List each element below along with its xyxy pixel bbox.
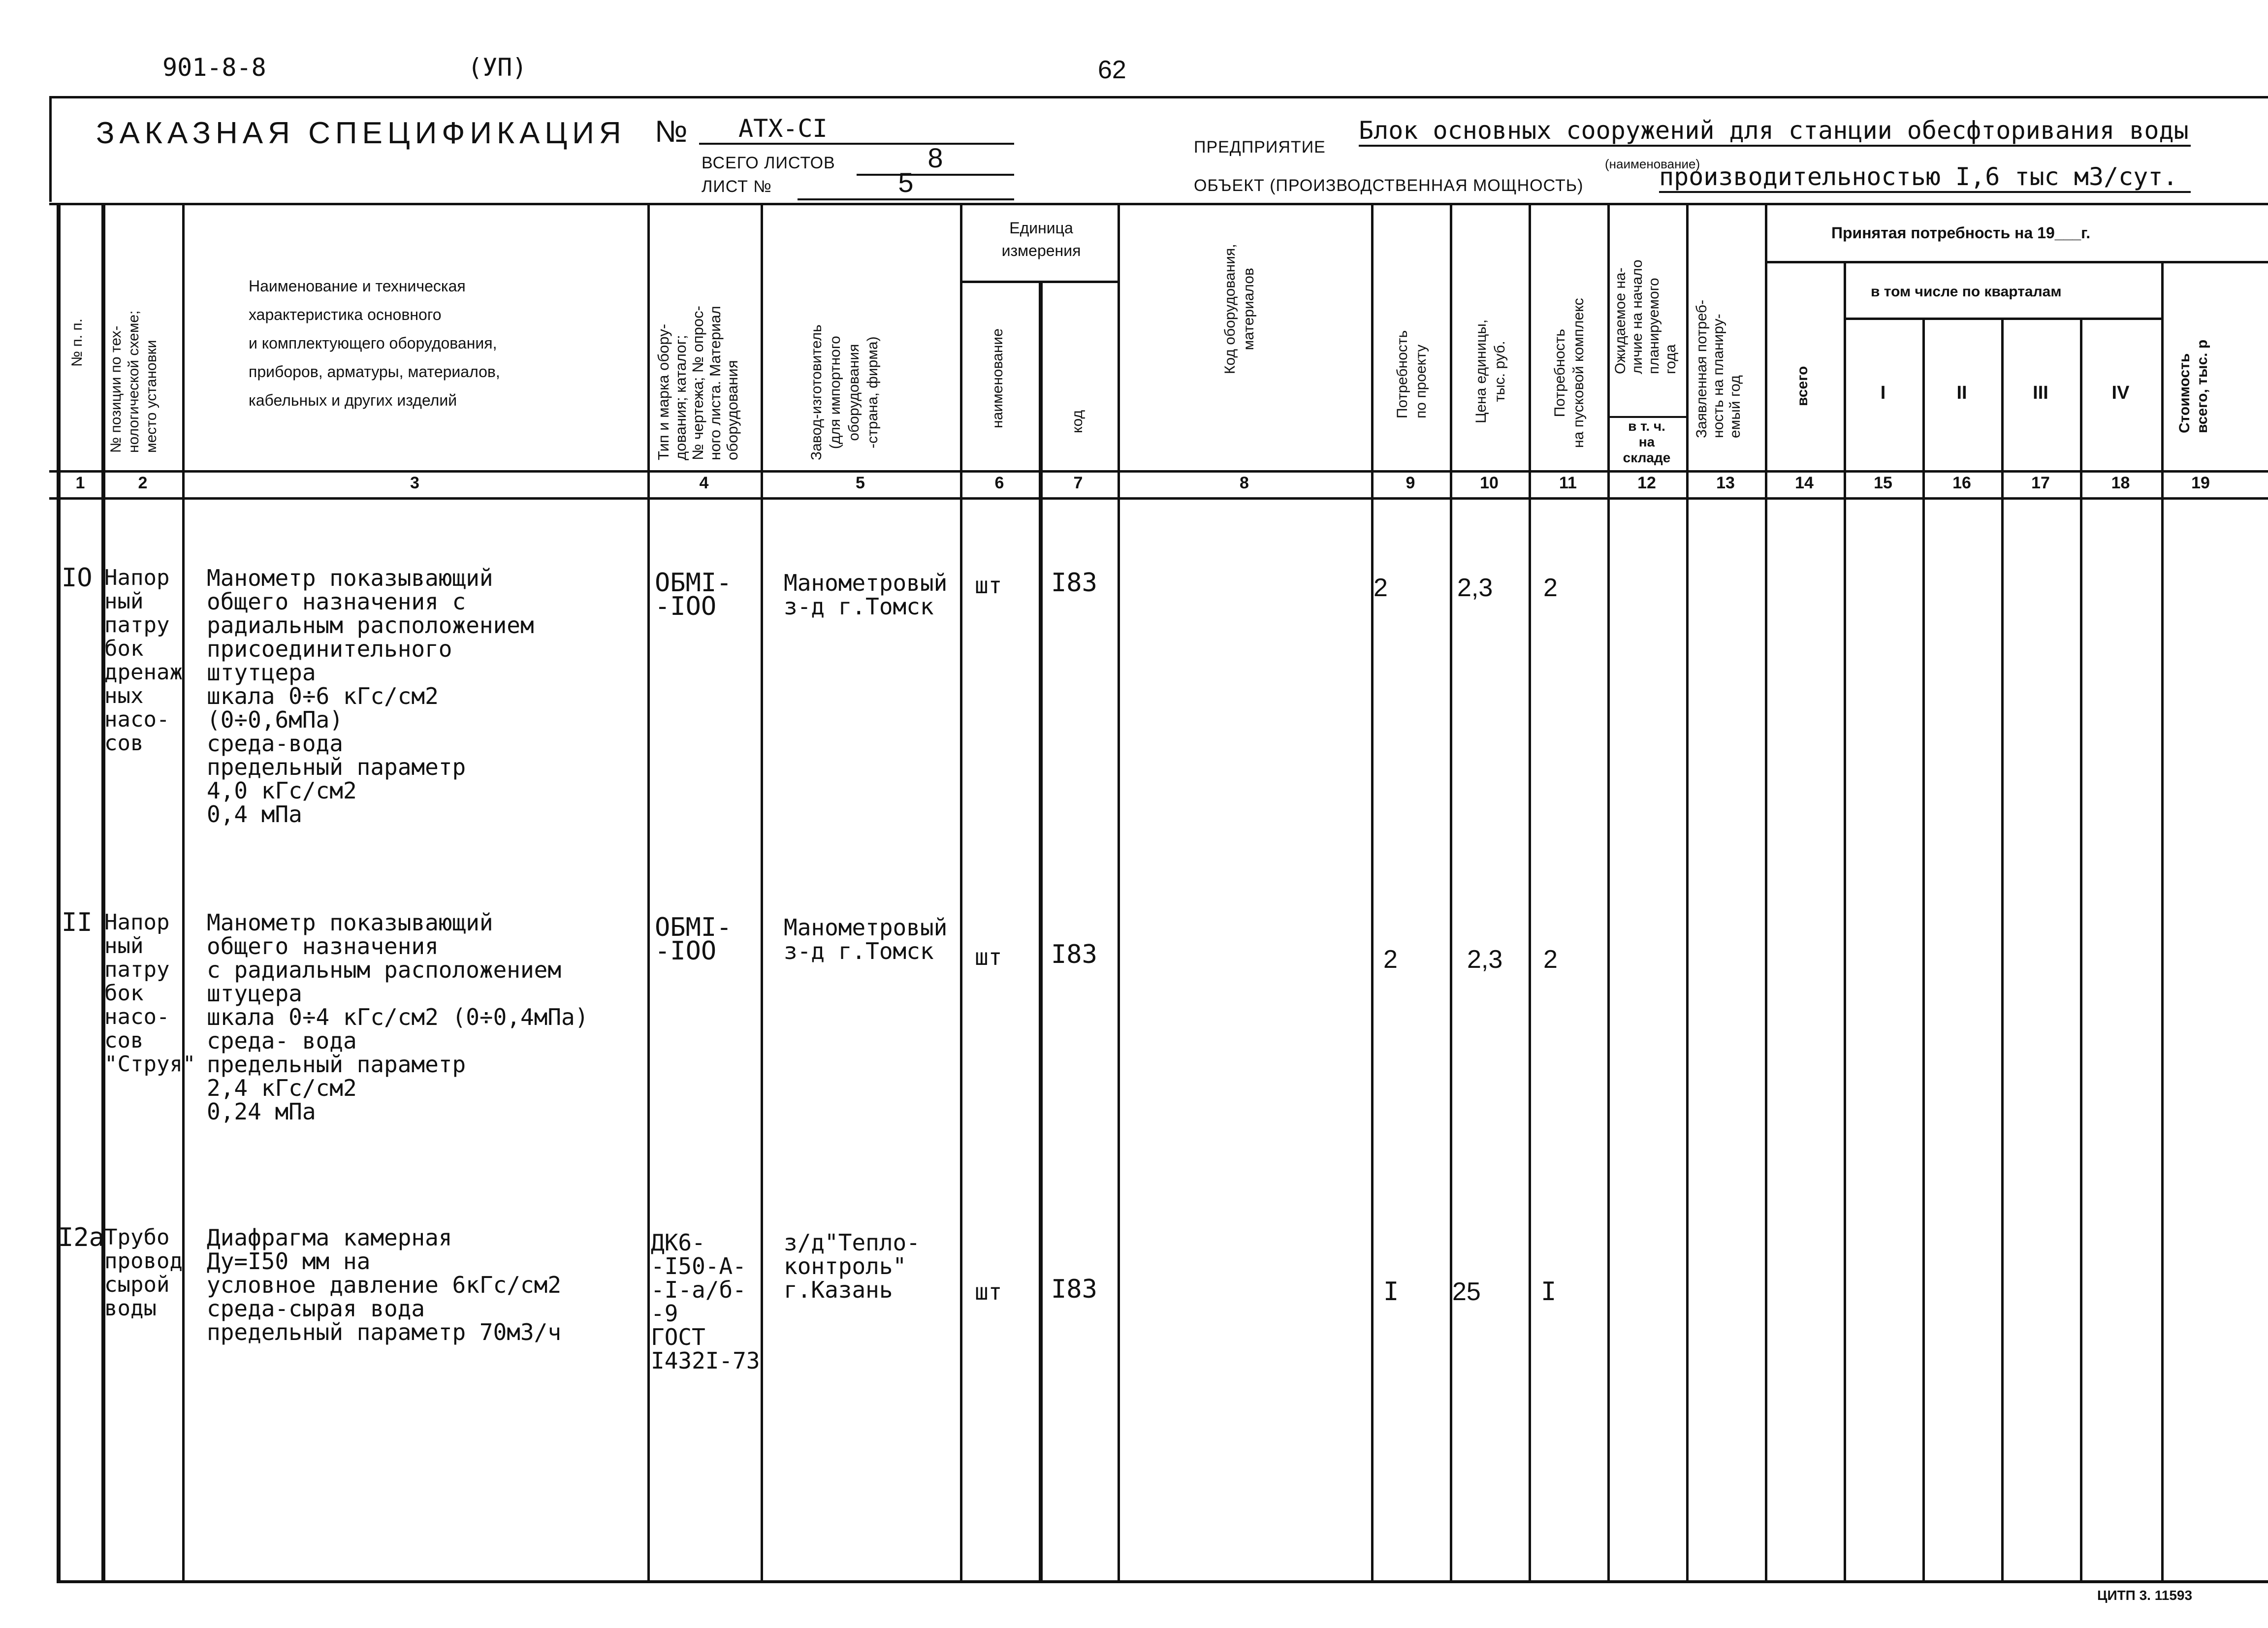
col-number-12: 12 [1637,474,1656,492]
row-price: 2,3 [1467,945,1503,974]
row-price: 2,3 [1457,574,1493,602]
header-unit-group: Единица измерения [1001,219,1081,259]
footer-stamp: ЦИТП 3. 11593 [2097,1588,2193,1603]
row-launch: I [1541,1277,1557,1307]
row-need: 2 [1374,574,1388,602]
row-code: I83 [1051,568,1097,598]
sheet-value: 5 [798,166,1014,200]
row-type: ОБМI- -IOO [655,568,732,621]
col-number-6: 6 [994,474,1004,492]
header-unit-code: код [1069,410,1086,433]
row-launch: 2 [1543,574,1558,602]
header-q3: III [2033,383,2048,403]
row-code: I83 [1051,1275,1097,1304]
header-q1: I [1880,383,1886,403]
header-maker: Завод-изготовитель (для импортного оборудования -страна, фирма) [808,324,881,460]
album-code: (УП) [468,53,527,82]
col-number-13: 13 [1716,474,1735,492]
header-position: № позиции по тех- нологической схеме; место установки [108,310,160,453]
header-name: Наименование и техническая характеристика основного и комплектующего оборудования, приборов, арматуры, материалов, кабельных и других изделий [249,277,500,409]
row-number: I2а [58,1223,104,1252]
col-number-19: 19 [2191,474,2210,492]
row-maker: Манометровый з-д г.Томск [784,914,948,964]
object-value: производительностью I,6 тыс м3/сут. [1659,162,2191,193]
total-sheets-label: ВСЕГО ЛИСТОВ [702,154,835,172]
col-number-11: 11 [1559,474,1577,492]
total-sheets-value: 8 [857,142,1014,176]
row-unit: шт [975,572,1002,599]
spec-number: АТХ-CI [699,114,1014,145]
col-number-14: 14 [1795,474,1814,492]
header-q4: IV [2111,383,2130,403]
row-name: Диафрагма камерная Ду=I50 мм на условное давление 6кГс/см2 среда-сырая вода предельный параметр 70м3/ч [207,1224,562,1345]
header-total: всего [1794,366,1811,406]
row-launch: 2 [1543,945,1558,974]
row-type: ДК6- -I50-А- -I-а/б- -9 ГОСТ I432I-73 [651,1229,760,1374]
header-in-stock: в т. ч. на складе [1623,418,1671,465]
row-position: Напор ный патру бок дренаж ных насо- сов [104,565,183,756]
col-number-15: 15 [1874,474,1892,492]
enterprise-label: ПРЕДПРИЯТИЕ [1194,138,1326,157]
header-row-number: № п. п. [69,318,85,367]
col-number-3: 3 [410,474,419,492]
col-number-4: 4 [699,474,709,492]
row-position: Трубо провод сырой воды [104,1225,183,1321]
header-declared: Заявленная потреб- ность на планиру- емый год [1693,299,1743,438]
col-number-18: 18 [2111,474,2130,492]
document-title: ЗАКАЗНАЯ СПЕЦИФИКАЦИЯ [96,116,626,150]
row-type: ОБМI- -IOO [655,913,732,966]
doc-code: 901-8-8 [162,53,266,82]
row-price: 25 [1452,1277,1481,1306]
enterprise-value: Блок основных сооружений для станции обесфторивания воды [1359,116,2191,147]
header-unit-name: наименование [990,328,1006,428]
row-maker: з/д"Тепло- контроль" г.Казань [784,1229,920,1303]
header-quarters: в том числе по кварталам [1871,284,2062,300]
sheet-label: ЛИСТ № [702,177,772,196]
number-label: № [655,115,688,149]
row-number: IO [62,563,93,593]
row-position: Напор ный патру бок насо- сов "Струя" [104,910,196,1077]
object-label: ОБЪЕКТ (ПРОИЗВОДСТВЕННАЯ МОЩНОСТЬ) [1194,176,1584,195]
col-number-2: 2 [138,474,148,492]
col-number-5: 5 [856,474,865,492]
col-number-1: 1 [75,474,85,492]
col-number-17: 17 [2031,474,2050,492]
header-equipment-code: Код оборудования, материалов [1222,244,1257,374]
col-number-8: 8 [1240,474,1249,492]
header-launch: Потребность на пусковой комплекс [1552,298,1587,448]
col-number-7: 7 [1073,474,1083,492]
header-expected: Ожидаемое на- личие на начало планируемого года [1612,259,1679,374]
row-code: I83 [1051,940,1097,969]
row-maker: Манометровый з-д г.Томск [784,570,948,620]
naming-hint: (наименование) [1605,157,1700,171]
header-price: Цена единицы, тыс. руб. [1473,319,1508,423]
col-number-10: 10 [1480,474,1499,492]
row-unit: шт [975,944,1002,970]
col-number-9: 9 [1406,474,1415,492]
header-accepted: Принятая потребность на 19___г. [1831,224,2091,242]
header-need: Потребность по проекту [1394,330,1429,418]
page-number: 62 [1098,56,1126,84]
row-name: Манометр показывающий общего назначения с радиальным расположением штуцера шкала 0÷4 кГс/см2 (0÷0,4мПа) среда- вода предельный параметр 2,4 кГс/см2 0,24 мПа [207,909,589,1125]
header-type: Тип и марка обору- дования; каталог; № чертежа; № опрос- ного листа. Материал оборудования [655,306,741,460]
row-unit: шт [975,1278,1002,1305]
row-number: II [62,908,93,937]
row-need: I [1383,1277,1399,1307]
header-q2: II [1956,383,1967,403]
row-name: Манометр показывающий общего назначения с радиальным расположением присоединительного штутцера шкала 0÷6 кГс/см2 (0÷0,6мПа) среда-вода предельный параметр 4,0 кГс/см2 0,4 мПа [207,565,534,828]
col-number-16: 16 [1952,474,1971,492]
header-cost: Стоимость всего, тыс. р [2176,339,2210,433]
row-need: 2 [1383,945,1398,974]
